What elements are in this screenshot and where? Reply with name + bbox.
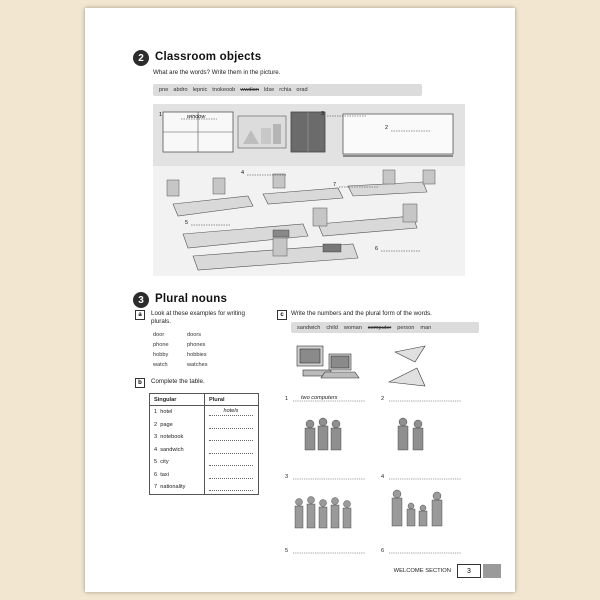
crowd-picture <box>295 497 351 529</box>
word-bank-item: pne <box>159 87 169 93</box>
word-bank-item: tnokeoob <box>212 87 236 93</box>
word-bank-item: orad <box>296 87 308 93</box>
answer-field[interactable] <box>209 471 253 479</box>
table-row: 2 page <box>150 419 259 432</box>
item-number: 2 <box>381 396 385 402</box>
exercise-b-letter: b <box>135 378 145 388</box>
picture-number-1: 1 <box>159 112 163 118</box>
item-number: 5 <box>285 548 289 554</box>
people-picture <box>398 418 423 450</box>
word-bank-item: rchia <box>279 87 292 93</box>
exercise-a-instruction-line2: plurals. <box>151 318 171 325</box>
example-row: watch watches <box>153 362 208 368</box>
table-row: 1 hotel hotels <box>150 406 259 419</box>
sandwiches-picture <box>389 346 425 386</box>
women-picture <box>305 418 341 450</box>
item-answer: two computers <box>301 395 338 401</box>
table-header-singular: Singular <box>150 394 205 406</box>
picture-number-4: 4 <box>241 170 245 176</box>
table-header-plural: Plural <box>205 394 259 406</box>
section-3-title: Plural nouns <box>155 293 228 305</box>
word-bank-item: lepnic <box>192 87 208 93</box>
exercise-c-letter: c <box>277 310 287 320</box>
table-row: 6 taxi <box>150 469 259 482</box>
answer-field[interactable] <box>209 421 253 429</box>
answer-field[interactable] <box>209 483 253 491</box>
item-number: 6 <box>381 548 385 554</box>
example-row: door doors <box>153 332 201 338</box>
answer-field[interactable] <box>209 433 253 441</box>
classroom-drawing <box>153 104 465 276</box>
exercise-b-instruction: Complete the table. <box>151 378 205 385</box>
item-number: 1 <box>285 396 289 402</box>
word-bank-item: man <box>420 324 432 331</box>
picture-number-6: 6 <box>375 246 379 252</box>
example-row: phone phones <box>153 342 206 348</box>
children-picture <box>392 490 442 526</box>
plural-examples <box>153 330 208 370</box>
plural-pictures <box>285 338 475 566</box>
exercise-a-letter: a <box>135 310 145 320</box>
section-2-word-bank <box>153 84 422 96</box>
table-row: 3 notebook <box>150 431 259 444</box>
table-row: 5 city <box>150 456 259 469</box>
footer-page-number: 3 <box>457 564 481 578</box>
picture-number-2: 2 <box>385 125 389 131</box>
footer-tab <box>483 564 501 578</box>
word-bank-item: child <box>326 324 338 331</box>
table-row: 4 sandwich <box>150 444 259 457</box>
section-2-title: Classroom objects <box>155 51 262 63</box>
workbook-page <box>85 8 515 592</box>
word-bank-item: abdro <box>173 87 188 93</box>
plural-table <box>149 393 259 495</box>
answer-field[interactable] <box>209 446 253 454</box>
word-bank-item-struck: computer <box>367 324 392 331</box>
section-3-number: 3 <box>133 292 149 308</box>
answer-field[interactable] <box>209 458 253 466</box>
exercise-c-instruction: Write the numbers and the plural form of the words. <box>291 310 432 317</box>
picture-number-7: 7 <box>333 182 337 188</box>
picture-example-answer: window <box>187 114 206 120</box>
item-number: 4 <box>381 474 385 480</box>
word-bank-item-struck: wwdion <box>240 87 259 93</box>
footer-section-label: WELCOME SECTION <box>393 568 451 574</box>
answer-field[interactable]: hotels <box>209 408 253 416</box>
exercise-c-word-bank <box>291 322 479 333</box>
example-row: hobby hobbies <box>153 352 207 358</box>
section-2-instruction: What are the words? Write them in the picture. <box>153 69 281 76</box>
table-row: 7 nationality <box>150 481 259 494</box>
word-bank-item: person <box>397 324 415 331</box>
word-bank-item: sandwich <box>297 324 321 331</box>
picture-number-5: 5 <box>185 220 189 226</box>
word-bank-item: ldse <box>263 87 275 93</box>
classroom-illustration <box>153 104 465 276</box>
computers-picture <box>297 346 359 378</box>
exercise-a-instruction-line1: Look at these examples for writing <box>151 310 245 317</box>
word-bank-item: woman <box>343 324 362 331</box>
section-2-number: 2 <box>133 50 149 66</box>
item-number: 3 <box>285 474 289 480</box>
picture-number-3: 3 <box>321 111 325 117</box>
